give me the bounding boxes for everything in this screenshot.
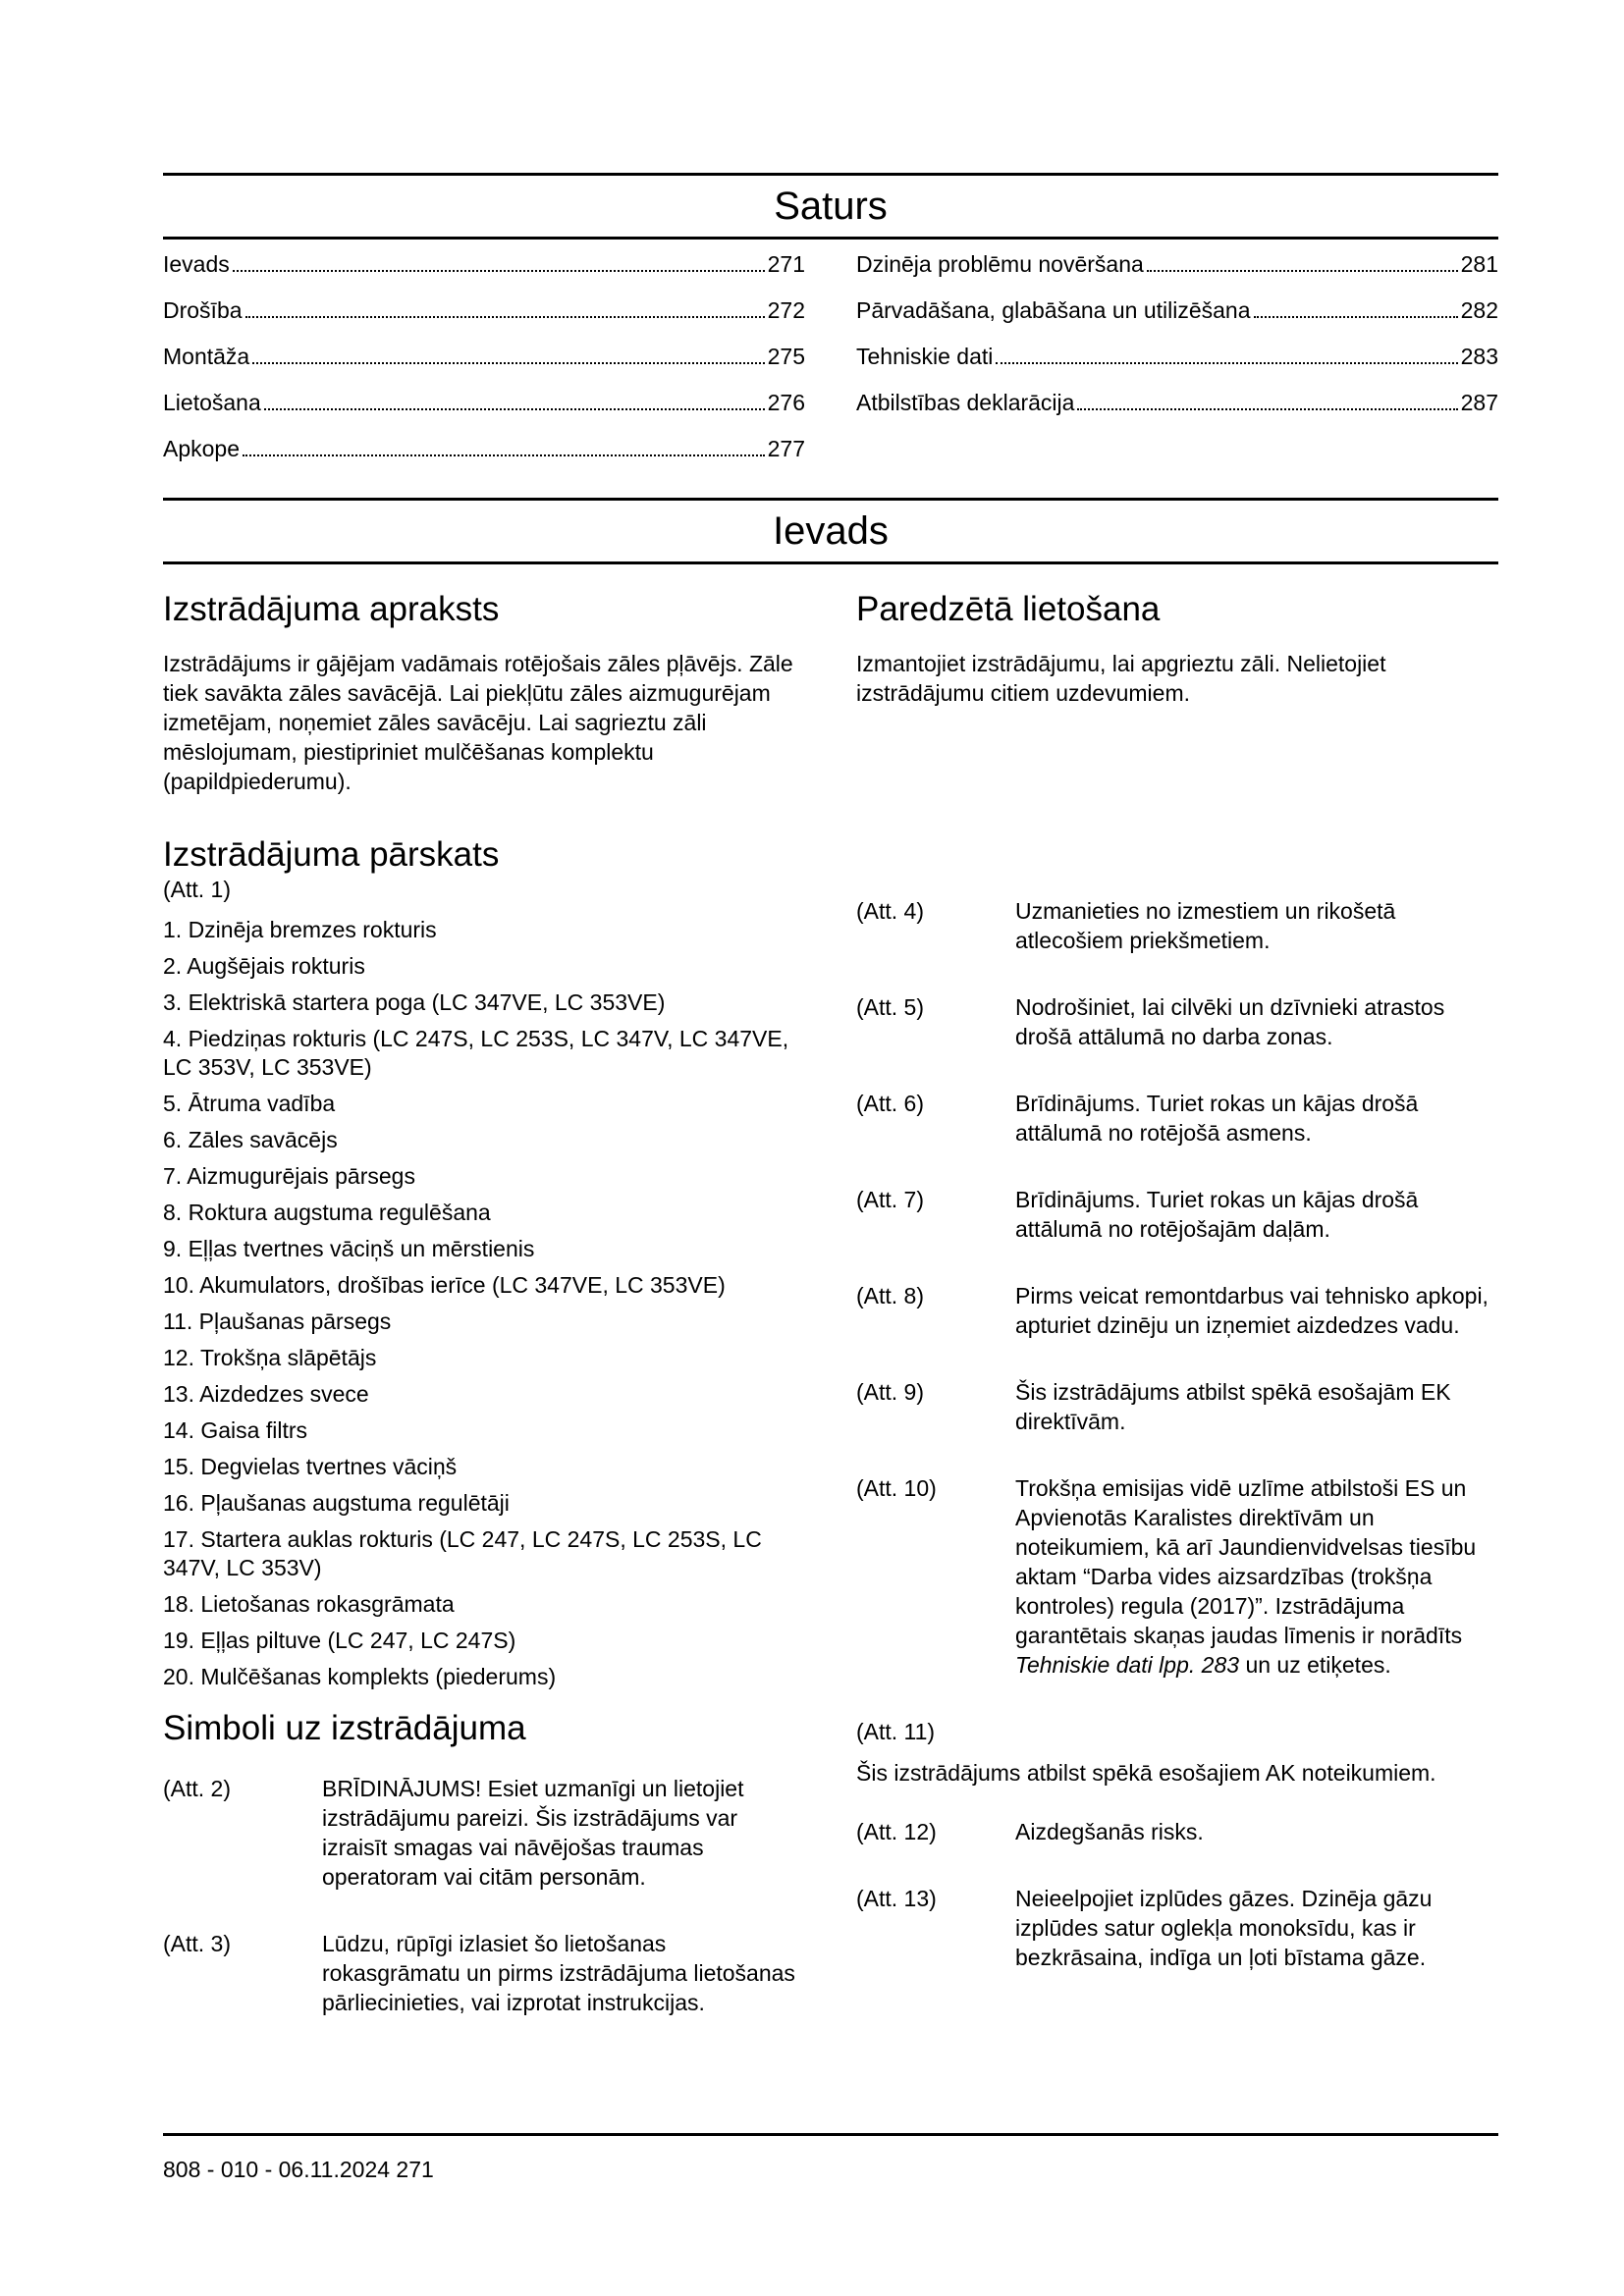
overview-figure-ref: (Att. 1) <box>163 877 232 902</box>
list-item: 10. Akumulators, drošības ierīce (LC 347VE, LC 353VE) <box>163 1272 726 1298</box>
symbol-entry <box>856 992 1498 1051</box>
toc-entry-page: 276 <box>767 390 805 415</box>
symbol-text: Šis izstrādājums atbilst spēkā esošajām EK direktīvām. <box>1015 1379 1451 1434</box>
symbol-ref: (Att. 6) <box>856 1091 925 1116</box>
toc-title: Saturs <box>774 185 888 228</box>
symbol-entry <box>163 1929 805 2017</box>
intro-column-left <box>163 564 805 2055</box>
symbol-ref: (Att. 7) <box>856 1187 925 1212</box>
toc-entry[interactable] <box>163 295 805 342</box>
toc-entry[interactable] <box>856 295 1498 342</box>
symbol-ref: (Att. 10) <box>856 1475 937 1501</box>
divider <box>163 498 1498 501</box>
symbol-text-tail: un uz etiķetes. <box>1245 1652 1391 1678</box>
symbol-ref: (Att. 5) <box>856 994 925 1020</box>
symbol-ref: (Att. 3) <box>163 1931 232 1956</box>
symbol-entry <box>856 1089 1498 1148</box>
footer-divider <box>163 2133 1498 2136</box>
symbol-ref: (Att. 13) <box>856 1886 937 1911</box>
toc-entry-title: Tehniskie dati <box>856 344 994 369</box>
table-of-contents <box>163 240 1498 498</box>
symbol-entry <box>856 1473 1498 1680</box>
symbol-entry <box>856 1377 1498 1436</box>
symbol-text: Lūdzu, rūpīgi izlasiet šo lietošanas rokasgrāmatu un pirms izstrādājuma lietošanas pārliecinieties, vai izprotat instrukcijas. <box>322 1931 795 2015</box>
symbol-text: BRĪDINĀJUMS! Esiet uzmanīgi un lietojiet izstrādājumu pareizi. Šis izstrādājums var izraisīt smagas vai nāvējošas traumas operatoram vai citām personām. <box>322 1776 744 1890</box>
toc-entry-title: Lietošana <box>163 390 261 415</box>
page-footer: 808 - 010 - 06.11.2024 271 <box>163 2157 434 2182</box>
toc-entry-title: Atbilstības deklarācija <box>856 390 1075 415</box>
toc-leader <box>233 270 765 272</box>
list-item: 9. Eļļas tvertnes vāciņš un mērstienis <box>163 1236 535 1261</box>
symbol-text: Nodrošiniet, lai cilvēki un dzīvnieki atrastos drošā attālumā no darba zonas. <box>1015 994 1445 1049</box>
toc-entry-page: 277 <box>767 436 805 461</box>
symbol-text: Brīdinājums. Turiet rokas un kājas drošā attālumā no rotējošā asmens. <box>1015 1091 1419 1146</box>
toc-entry-page: 281 <box>1460 251 1498 277</box>
page-content <box>163 173 1498 2055</box>
symbol-entry <box>856 1281 1498 1340</box>
list-item: 4. Piedziņas rokturis (LC 247S, LC 253S, LC 347V, LC 347VE, LC 353V, LC 353VE) <box>163 1026 789 1080</box>
list-item: 15. Degvielas tvertnes vāciņš <box>163 1454 458 1479</box>
toc-leader <box>1077 408 1457 410</box>
toc-entry-page: 272 <box>767 297 805 323</box>
cross-reference-link[interactable]: Tehniskie dati lpp. 283 <box>1015 1652 1240 1678</box>
symbol-entry <box>856 1717 1498 1788</box>
list-item: 3. Elektriskā startera poga (LC 347VE, LC 353VE) <box>163 989 666 1015</box>
toc-entry-title: Drošība <box>163 297 243 323</box>
description-heading: Izstrādājuma apraksts <box>163 590 500 628</box>
symbol-ref: (Att. 12) <box>856 1819 937 1844</box>
intended-use-text: Izmantojiet izstrādājumu, lai apgrieztu zāli. Nelietojiet izstrādājumu citiem uzdevumiem. <box>856 651 1386 706</box>
toc-leader <box>1254 316 1458 318</box>
list-item: 18. Lietošanas rokasgrāmata <box>163 1591 455 1617</box>
symbol-entry <box>856 1884 1498 1972</box>
toc-leader <box>252 362 764 364</box>
symbol-text: Neieelpojiet izplūdes gāzes. Dzinēja gāzu izplūdes satur oglekļa monoksīdu, kas ir bezkrāsaina, indīga un ļoti bīstama gāze. <box>1015 1886 1433 1970</box>
toc-entry-page: 287 <box>1460 390 1498 415</box>
toc-entry[interactable] <box>163 342 805 388</box>
toc-column-right <box>856 249 1498 480</box>
symbol-text: Brīdinājums. Turiet rokas un kājas drošā attālumā no rotējošajām daļām. <box>1015 1187 1419 1242</box>
description-text: Izstrādājums ir gājējam vadāmais rotējošais zāles pļāvējs. Zāle tiek savākta zāles savācējā. Lai piekļūtu zāles aizmugurējam izmetējam, noņemiet zāles savācēju. Lai sagrieztu zāli mēslojumam, piestipriniet mulčēšanas komplektu (papildpiederumu). <box>163 651 793 794</box>
toc-entry[interactable] <box>163 249 805 295</box>
symbol-ref: (Att. 8) <box>856 1283 925 1308</box>
toc-entry[interactable] <box>856 388 1498 434</box>
list-item: 7. Aizmugurējais pārsegs <box>163 1163 415 1189</box>
overview-heading: Izstrādājuma pārskats <box>163 835 500 874</box>
intro-columns <box>163 564 1498 2055</box>
list-item: 12. Trokšņa slāpētājs <box>163 1345 377 1370</box>
toc-entry[interactable] <box>163 434 805 480</box>
toc-entry[interactable] <box>163 388 805 434</box>
list-item: 14. Gaisa filtrs <box>163 1417 307 1443</box>
symbol-ref: (Att. 11) <box>856 1719 936 1744</box>
symbol-entry <box>163 1774 805 1892</box>
toc-entry-page: 283 <box>1460 344 1498 369</box>
toc-entry-title: Apkope <box>163 436 241 461</box>
overview-list <box>163 916 805 1691</box>
toc-entry-title: Ievads <box>163 251 230 277</box>
symbol-text <box>1015 1473 1498 1680</box>
list-item: 6. Zāles savācējs <box>163 1127 338 1152</box>
list-item: 19. Eļļas piltuve (LC 247, LC 247S) <box>163 1628 516 1653</box>
list-item: 5. Ātruma vadība <box>163 1091 336 1116</box>
list-item: 2. Augšējais rokturis <box>163 953 365 979</box>
list-item: 1. Dzinēja bremzes rokturis <box>163 917 437 942</box>
symbols-heading: Simboli uz izstrādājuma <box>163 1709 526 1747</box>
symbol-entry <box>856 1817 1498 1846</box>
list-item: 13. Aizdedzes svece <box>163 1381 369 1407</box>
list-item: 20. Mulčēšanas komplekts (piederums) <box>163 1664 557 1689</box>
toc-entry-title: Pārvadāšana, glabāšana un utilizēšana <box>856 297 1251 323</box>
divider <box>163 173 1498 176</box>
list-item: 11. Pļaušanas pārsegs <box>163 1308 392 1334</box>
list-item: 8. Roktura augstuma regulēšana <box>163 1200 491 1225</box>
symbol-text: Pirms veicat remontdarbus vai tehnisko apkopi, apturiet dzinēju un izņemiet aizdedzes vadu. <box>1015 1283 1489 1338</box>
symbol-entry <box>856 896 1498 955</box>
symbol-text: Šis izstrādājums atbilst spēkā esošajiem AK noteikumiem. <box>856 1760 1436 1786</box>
toc-entry-page: 275 <box>767 344 805 369</box>
toc-leader <box>996 362 1457 364</box>
toc-entry-title: Montāža <box>163 344 250 369</box>
symbol-text-body: Trokšņa emisijas vidē uzlīme atbilstoši ES un Apvienotās Karalistes direktīvām un noteikumiem, kā arī Jaundienvidvelsas tiesību aktam “Darba vides aizsardzības (trokšņa kontroles) regula (2017)”. Izstrādājuma garantētais skaņas jaudas līmenis ir norādīts <box>1015 1475 1477 1648</box>
intro-column-right <box>856 564 1498 2055</box>
symbol-ref: (Att. 9) <box>856 1379 925 1405</box>
list-item: 17. Startera auklas rokturis (LC 247, LC 247S, LC 253S, LC 347V, LC 353V) <box>163 1526 762 1580</box>
toc-entry-page: 271 <box>767 251 805 277</box>
list-item: 16. Pļaušanas augstuma regulētāji <box>163 1490 510 1516</box>
spacer <box>856 708 1498 896</box>
toc-entry[interactable] <box>856 249 1498 295</box>
toc-column-left <box>163 249 805 480</box>
toc-leader <box>245 316 765 318</box>
toc-entry[interactable] <box>856 342 1498 388</box>
symbol-text: Uzmanieties no izmestiem un rikošetā atlecošiem priekšmetiem. <box>1015 898 1396 953</box>
symbol-ref: (Att. 2) <box>163 1776 232 1801</box>
section-title: Ievads <box>773 509 889 553</box>
toc-entry-page: 282 <box>1460 297 1498 323</box>
symbol-text: Aizdegšanās risks. <box>1015 1819 1204 1844</box>
toc-leader <box>1147 270 1458 272</box>
symbol-ref: (Att. 4) <box>856 898 925 924</box>
intended-use-heading: Paredzētā lietošana <box>856 590 1161 628</box>
toc-leader <box>243 454 765 456</box>
toc-leader <box>264 408 765 410</box>
symbol-entry <box>856 1185 1498 1244</box>
toc-entry-title: Dzinēja problēmu novēršana <box>856 251 1144 277</box>
